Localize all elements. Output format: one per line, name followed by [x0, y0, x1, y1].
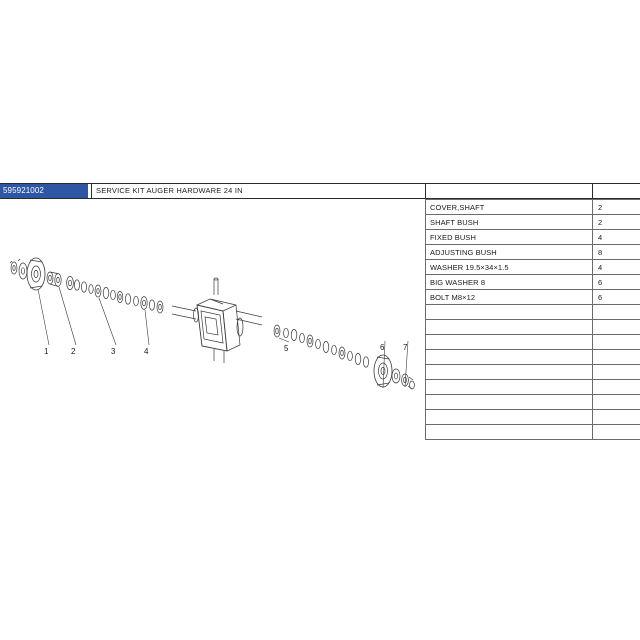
callout-5: 5 [284, 344, 289, 353]
table-row [426, 335, 640, 350]
part-description: SERVICE KIT AUGER HARDWARE 24 IN [96, 186, 243, 195]
part-name-cell: BOLT M8×12 [426, 290, 593, 305]
part-name-cell [426, 380, 593, 395]
table-row [426, 305, 640, 320]
part-qty-cell [593, 395, 640, 410]
part-name-cell: WASHER 19.5×34×1.5 [426, 260, 593, 275]
part-qty-cell [593, 425, 640, 440]
part-name-cell: ADJUSTING BUSH [426, 245, 593, 260]
part-qty-cell [593, 320, 640, 335]
part-name-cell [426, 410, 593, 425]
part-qty-cell [593, 335, 640, 350]
table-row [426, 410, 640, 425]
callout-7: 7 [403, 343, 408, 352]
assembly-drawing [0, 199, 425, 499]
part-name-cell [426, 350, 593, 365]
part-qty-cell: 6 [593, 290, 640, 305]
header-divider-2 [425, 184, 426, 198]
part-name-cell [426, 365, 593, 380]
header-divider-1 [91, 184, 92, 198]
part-name-cell [426, 425, 593, 440]
left-cover-group [10, 258, 45, 290]
bushing-stack-left [47, 272, 163, 313]
header-divider-3 [592, 184, 593, 198]
part-name-cell: BIG WASHER 8 [426, 275, 593, 290]
callout-6: 6 [380, 343, 385, 352]
callout-4: 4 [144, 347, 149, 356]
table-row [426, 425, 640, 440]
part-qty-cell [593, 380, 640, 395]
table-row [426, 350, 640, 365]
part-qty-cell: 8 [593, 245, 640, 260]
part-name-cell [426, 335, 593, 350]
exploded-view-illustration [0, 199, 425, 499]
part-qty-cell: 6 [593, 275, 640, 290]
part-qty-cell [593, 305, 640, 320]
table-row [426, 275, 640, 290]
table-row [426, 215, 640, 230]
table-row [426, 380, 640, 395]
part-qty-cell [593, 365, 640, 380]
table-row [426, 320, 640, 335]
callout-3: 3 [111, 347, 116, 356]
table-row [426, 395, 640, 410]
part-qty-cell: 4 [593, 230, 640, 245]
callout-2: 2 [71, 347, 76, 356]
header-row [0, 183, 640, 199]
part-qty-cell [593, 410, 640, 425]
part-qty-cell: 2 [593, 215, 640, 230]
part-name-cell [426, 395, 593, 410]
part-qty-cell: 4 [593, 260, 640, 275]
callout-1: 1 [44, 347, 49, 356]
table-row [426, 230, 640, 245]
gearbox-housing [172, 278, 262, 363]
table-row [426, 245, 640, 260]
part-name-cell: SHAFT BUSH [426, 215, 593, 230]
table-row [426, 290, 640, 305]
table-row [426, 200, 640, 215]
part-number-badge: 595921002 [0, 184, 88, 198]
part-name-cell [426, 305, 593, 320]
right-cover-group [374, 355, 414, 389]
parts-table [425, 199, 640, 440]
part-name-cell: COVER,SHAFT [426, 200, 593, 215]
part-qty-cell: 2 [593, 200, 640, 215]
part-name-cell: FIXED BUSH [426, 230, 593, 245]
table-row [426, 365, 640, 380]
part-name-cell [426, 320, 593, 335]
part-qty-cell [593, 350, 640, 365]
table-row [426, 260, 640, 275]
